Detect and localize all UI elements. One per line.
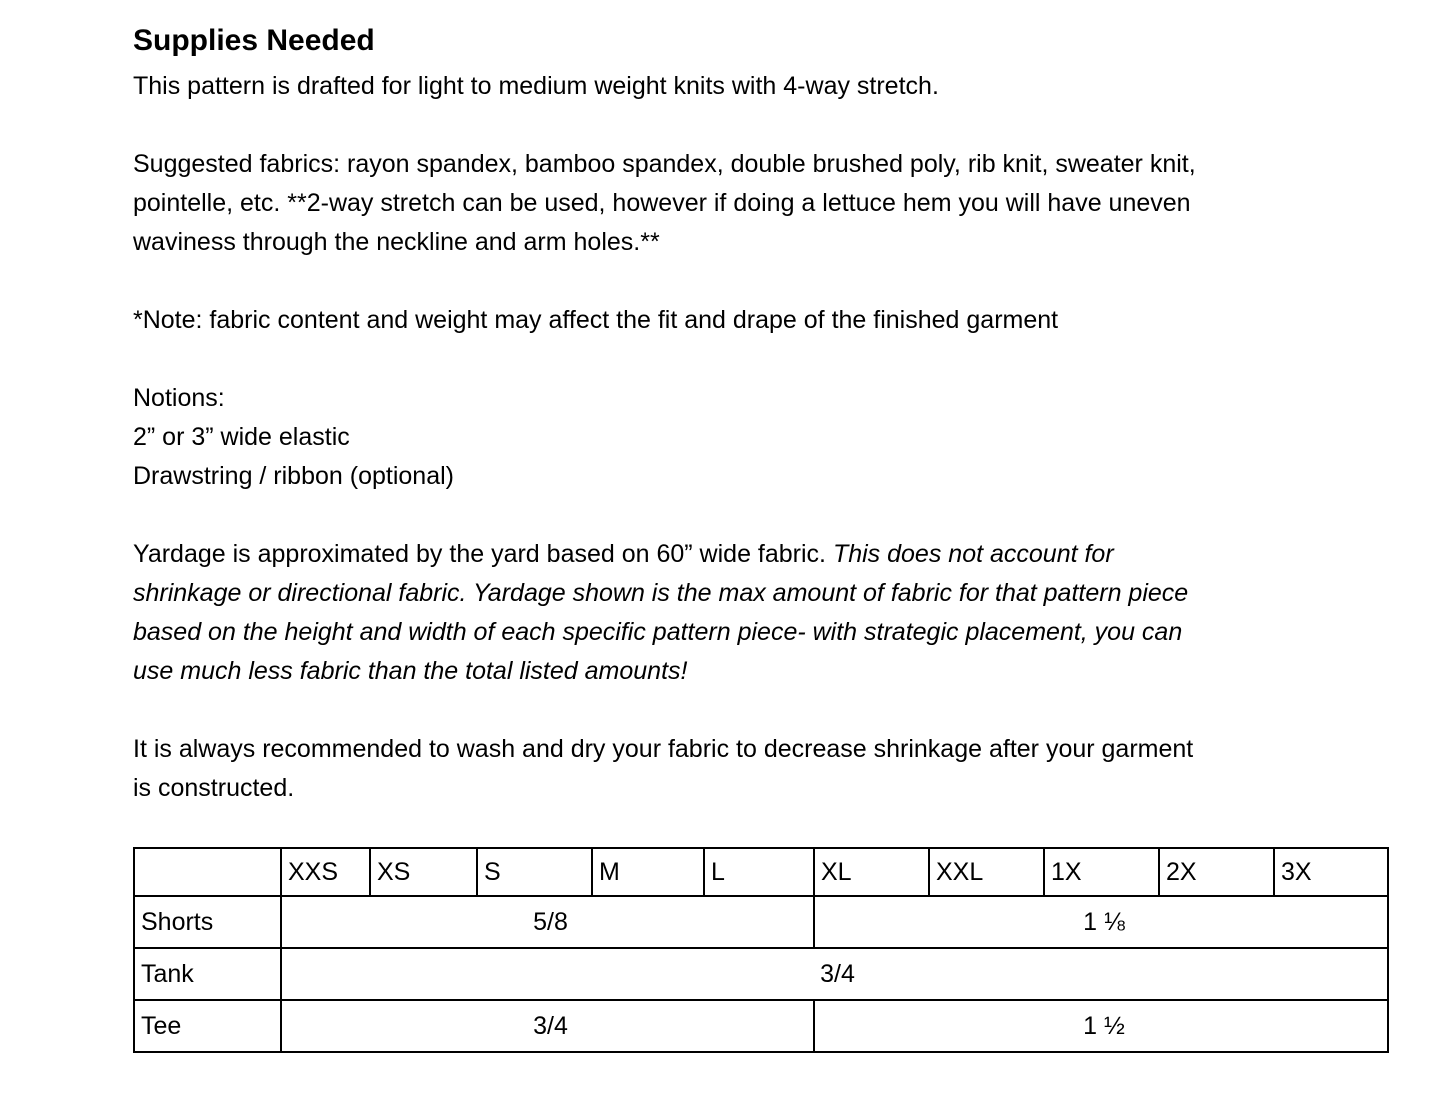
table-row-tank xyxy=(134,948,1388,1000)
yardage-value-cell: 1 ⅛ xyxy=(814,896,1388,948)
text-line: It is always recommended to wash and dry your fabric to decrease shrinkage after your garment xyxy=(133,735,1194,763)
text-line: Notions: xyxy=(133,384,225,412)
table-header-cell-3x: 3X xyxy=(1274,848,1388,896)
table-header-cell-xl: XL xyxy=(814,848,929,896)
text-line: shrinkage or directional fabric. Yardage shown is the max amount of fabric for that pattern piece xyxy=(133,579,1189,607)
yardage-table xyxy=(133,847,1389,1053)
table-header-cell-xxs: XXS xyxy=(281,848,370,896)
text-segment-italic: This does not account for xyxy=(832,540,1114,568)
text-line: use much less fabric than the total listed amounts! xyxy=(133,657,688,685)
yardage-value-cell: 3/4 xyxy=(281,948,1388,1000)
table-row-tee xyxy=(134,1000,1388,1052)
table-header-cell-s: S xyxy=(477,848,592,896)
yardage-value-cell: 1 ½ xyxy=(814,1000,1388,1052)
paragraph-yardage xyxy=(133,535,1386,691)
table-header-cell-m: M xyxy=(592,848,704,896)
row-label: Tee xyxy=(134,1000,281,1052)
table-header-cell-1x: 1X xyxy=(1044,848,1159,896)
paragraph-note xyxy=(133,301,1386,340)
table-header-cell-xxl: XXL xyxy=(929,848,1044,896)
paragraph-intro xyxy=(133,67,1386,106)
text-line: *Note: fabric content and weight may affect the fit and drape of the finished garment xyxy=(133,306,1059,334)
table-header-cell-xs: XS xyxy=(370,848,477,896)
table-header-row xyxy=(134,848,1388,896)
page-title: Supplies Needed xyxy=(133,24,375,57)
paragraph-suggested-fabrics xyxy=(133,145,1386,262)
table-row-shorts xyxy=(134,896,1388,948)
text-line: Drawstring / ribbon (optional) xyxy=(133,462,454,490)
paragraph-notions xyxy=(133,379,1386,496)
text-segment: Yardage is approximated by the yard based on 60” wide fabric. xyxy=(133,540,833,568)
table-header-cell-blank xyxy=(134,848,281,896)
paragraph-wash xyxy=(133,730,1386,808)
yardage-value-cell: 5/8 xyxy=(281,896,814,948)
table-header-cell-l: L xyxy=(704,848,814,896)
table-header-cell-2x: 2X xyxy=(1159,848,1274,896)
row-label: Shorts xyxy=(134,896,281,948)
text-line: 2” or 3” wide elastic xyxy=(133,423,350,451)
text-line: pointelle, etc. **2-way stretch can be used, however if doing a lettuce hem you will have uneven xyxy=(133,189,1191,217)
text-line xyxy=(133,535,1386,574)
yardage-value-cell: 3/4 xyxy=(281,1000,814,1052)
text-line: Suggested fabrics: rayon spandex, bamboo spandex, double brushed poly, rib knit, sweater knit, xyxy=(133,150,1196,178)
text-line: This pattern is drafted for light to medium weight knits with 4-way stretch. xyxy=(133,72,939,100)
text-line: waviness through the neckline and arm holes.** xyxy=(133,228,660,256)
text-line: based on the height and width of each specific pattern piece- with strategic placement, you can xyxy=(133,618,1183,646)
text-line: is constructed. xyxy=(133,774,295,802)
row-label: Tank xyxy=(134,948,281,1000)
